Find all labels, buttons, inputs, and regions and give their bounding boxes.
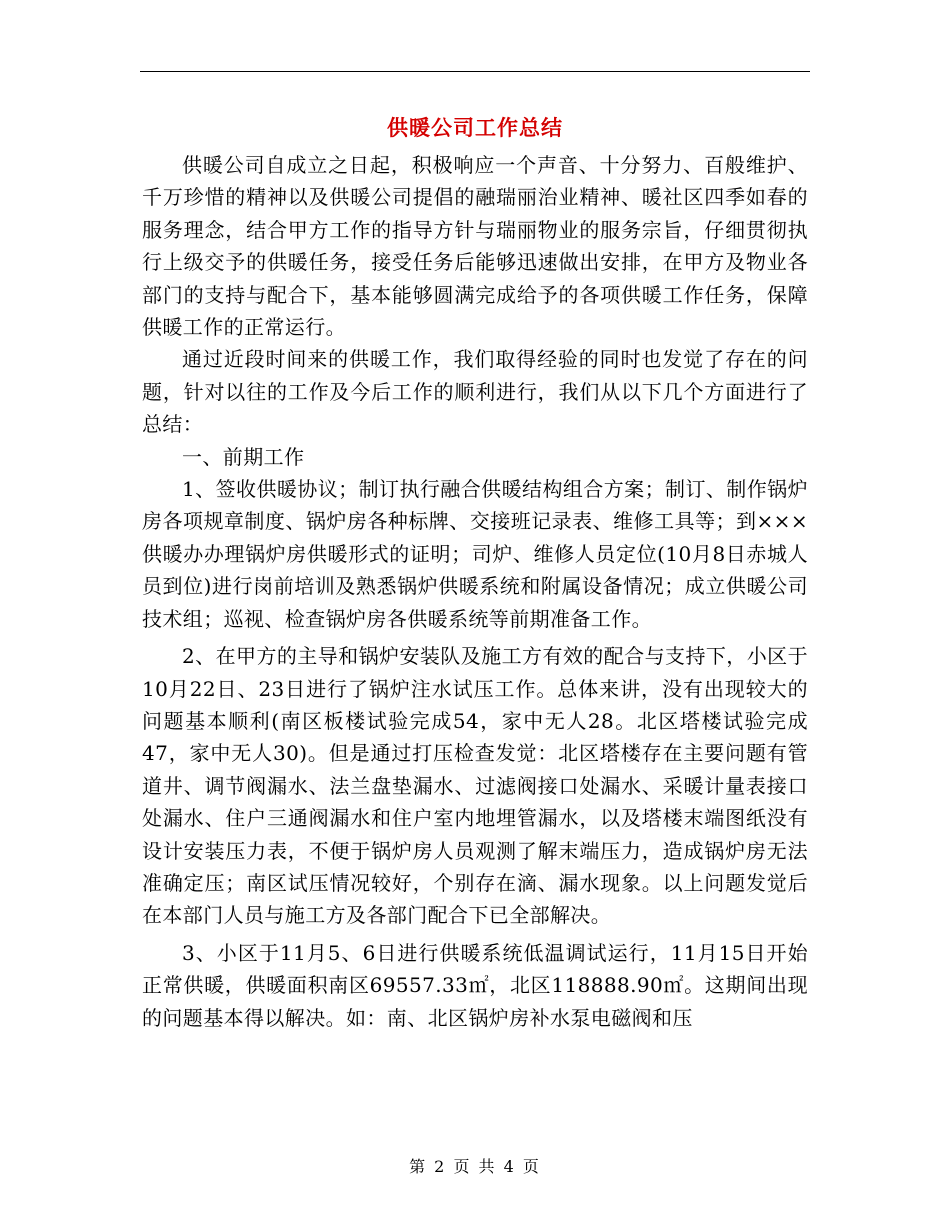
paragraph-item-2: 2、在甲方的主导和锅炉安装队及施工方有效的配合与支持下，小区于10月22日、23日进行了锅炉注水试压工作。总体来讲，没有出现较大的问题基本顺利(南区板楼试验完成54，家中无人28。北区塔楼试验完成47，家中无人30)。但是通过打压检查发觉：北区塔楼存在主要问题有管道井、调节阀漏水、法兰盘垫漏水、过滤阀接口处漏水、采暖计量表接口处漏水、住户三通阀漏水和住户室内地埋管漏水，以及塔楼末端图纸没有设计安装压力表，不便于锅炉房人员观测了解末端压力，造成锅炉房无法准确定压；南区试压情况较好，个别存在滴、漏水现象。以上问题发觉后在本部门人员与施工方及各部门配合下已全部解决。 xyxy=(142,644,808,928)
paragraph-summary: 通过近段时间来的供暖工作，我们取得经验的同时也发觉了存在的问题，针对以往的工作及今后工作的顺利进行，我们从以下几个方面进行了总结： xyxy=(142,347,808,437)
paragraph-item-3: 3、小区于11月5、6日进行供暖系统低温调试运行，11月15日开始正常供暖，供暖面积南区69557.33㎡，北区118888.90㎡。这期间出现的问题基本得以解决。如：南、北区锅炉房补水泵电磁阀和压 xyxy=(142,940,808,1030)
document-body xyxy=(142,149,808,1034)
paragraph-intro: 供暖公司自成立之日起，积极响应一个声音、十分努力、百般维护、千万珍惜的精神以及供暖公司提倡的融瑞丽治业精神、暖社区四季如春的服务理念，结合甲方工作的指导方针与瑞丽物业的服务宗旨，仔细贯彻执行上级交予的供暖任务，接受任务后能够迅速做出安排，在甲方及物业各部门的支持与配合下，基本能够圆满完成给予的各项供暖工作任务，保障供暖工作的正常运行。 xyxy=(142,153,808,340)
page-number-footer: 第 2 页 共 4 页 xyxy=(409,1157,541,1176)
section-heading-early-work: 一、前期工作 xyxy=(182,444,305,469)
document-title: 供暖公司工作总结 xyxy=(387,115,563,140)
paragraph-item-1: 1、签收供暖协议；制订执行融合供暖结构组合方案；制订、制作锅炉房各项规章制度、锅炉房各种标牌、交接班记录表、维修工具等；到×××供暖办办理锅炉房供暖形式的证明；司炉、维修人员定位(10月8日赤城人员到位)进行岗前培训及熟悉锅炉供暖系统和附属设备情况；成立供暖公司技术组；巡视、检查锅炉房各供暖系统等前期准备工作。 xyxy=(142,477,808,631)
header-rule xyxy=(140,71,810,72)
